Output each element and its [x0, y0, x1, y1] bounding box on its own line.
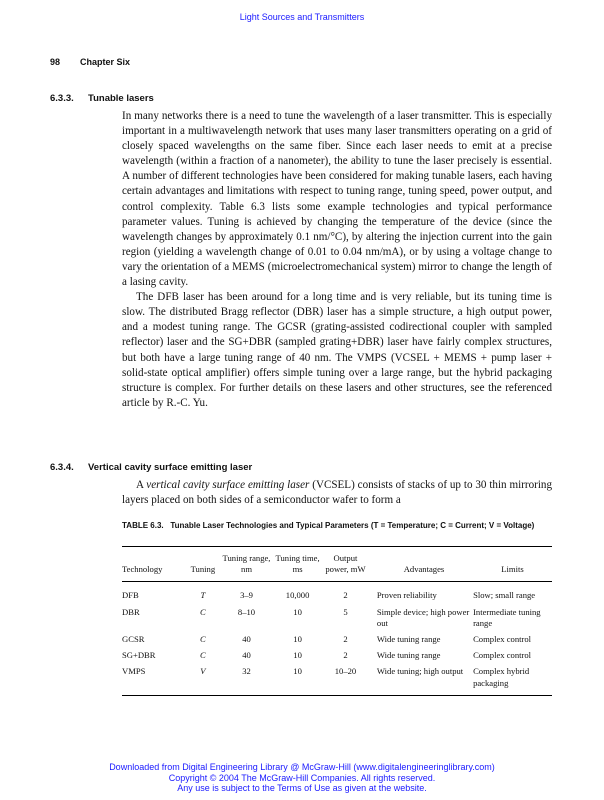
column-header: Tuning range, nm — [220, 547, 273, 582]
table-cell: GCSR — [122, 634, 145, 645]
defined-term: vertical cavity surface emitting laser — [146, 479, 310, 491]
table-cell: 2 — [343, 650, 348, 661]
section-number: 6.3.4. — [50, 462, 74, 473]
table-cell: SG+DBR — [122, 650, 156, 661]
table-cell: 8–10 — [237, 606, 256, 617]
column-header: Advantages — [369, 547, 471, 582]
download-footer[interactable] — [0, 762, 604, 794]
section-number: 6.3.3. — [50, 93, 74, 104]
running-head[interactable]: Light Sources and Transmitters — [239, 12, 365, 22]
paragraph: The DFB laser has been around for a long time and is very reliable, but its tuning time is slow. The distributed Bragg reflector (DBR) laser has a simple structure, a high output power, and a modest tuning range. The GCSR (grating-assisted codirectional coupler with sampled reflector) laser and the SG+DBR (sampled grating+DBR) laser have fairly complex structures, but both have a large tuning range of 40 nm. The VMPS (VCSEL + MEMS + pump laser + solid-state optical amplifier) offers simple tuning over a large range, but the hybrid packaging structure is complex. For further details on these lasers and other structures, see the referenced article by R.-C. Yu. — [122, 291, 552, 409]
column-header: Tuning time, ms — [273, 547, 322, 582]
section-heading-6-3-3 — [50, 93, 154, 104]
table-cell: 32 — [220, 666, 273, 695]
footer-line[interactable]: Downloaded from Digital Engineering Library @ McGraw-Hill (www.digitalengineeringlibrary.com) — [109, 762, 495, 772]
table-cell: 10 — [293, 606, 302, 617]
table-cell: 40 — [242, 634, 251, 645]
table-cell: 10–20 — [322, 666, 369, 695]
table-cell: Simple device; high power out — [376, 606, 470, 628]
table-cell: Wide tuning range — [376, 650, 441, 661]
table-cell: 2 — [343, 590, 348, 601]
table-cell: C — [200, 606, 206, 617]
section-title: Vertical cavity surface emitting laser — [88, 462, 253, 473]
table-cell: DBR — [122, 606, 140, 617]
table-cell: Wide tuning; high output — [369, 666, 471, 695]
table-row — [122, 634, 552, 650]
table-cell: 10,000 — [285, 590, 310, 601]
table-row — [122, 666, 552, 695]
table-cell: Complex control — [473, 650, 532, 661]
table-cell: 2 — [343, 634, 348, 645]
table-cell: T — [200, 590, 206, 601]
chapter-title: Chapter Six — [80, 57, 131, 67]
table-cell: C — [200, 634, 206, 645]
table-cell: 10 — [293, 650, 302, 661]
table-cell: Complex hybrid packaging — [471, 666, 552, 695]
section-heading-6-3-4 — [50, 462, 252, 473]
table-row — [122, 650, 552, 666]
section-title: Tunable lasers — [88, 93, 154, 104]
table-caption — [122, 520, 562, 531]
table-cell: 10 — [293, 634, 302, 645]
paragraph-text: (VCSEL) consists of stacks of up to 30 thin mirroring layers placed on both sides of a semiconductor wafer to form a — [122, 479, 552, 507]
paragraph: In many networks there is a need to tune the wavelength of a laser transmitter. This is especially important in a multiwavelength network that uses many laser transmitters operating on a grid of closely spaced wavelengths on the same fiber. Since each laser needs to emit at a precise wavelength (within a fraction of a nanometer), the ability to tune the laser precisely is essential. A number of different technologies have been considered for making tunable lasers, each having certain advantages and limitations with respect to tuning range, tuning speed, power output, and control complexity. Table 6.3 lists some example technologies and typical performance parameter values. Tuning is achieved by changing the temperature of the device (since the wavelength changes by approximately 0.1 nm/°C), by altering the injection current into the gain region (yielding a wavelength change of 0.01 to 0.04 nm/mA), or by using a voltage change to vary the orientation of a MEMS (microelectromechanical system) mirror to change the length of a lasing cavity. — [122, 110, 552, 289]
table-cell: 40 — [242, 650, 251, 661]
table-cell: VMPS — [122, 666, 186, 695]
footer-line: Copyright © 2004 The McGraw-Hill Companies. All rights reserved. — [168, 772, 436, 783]
footer-line[interactable]: Any use is subject to the Terms of Use as given at the website. — [177, 783, 427, 794]
table-cell: Intermediate tuning range — [473, 606, 541, 628]
table-caption-label: TABLE 6.3. — [122, 521, 164, 530]
table-row — [122, 607, 552, 634]
column-header: Technology — [122, 547, 186, 582]
page-number: 98 — [50, 57, 61, 67]
table-cell: 10 — [273, 666, 322, 695]
table-cell: DFB — [122, 590, 139, 601]
table-cell: 5 — [343, 606, 348, 617]
table-caption-text: Tunable Laser Technologies and Typical Parameters (T = Temperature; C = Current; V = Voltage) — [170, 521, 535, 530]
column-header: Tuning — [186, 547, 220, 582]
table-cell: V — [186, 666, 220, 695]
column-header: Output power, mW — [322, 547, 369, 582]
column-header: Limits — [471, 547, 552, 582]
paragraph-text: A — [136, 479, 147, 491]
table-header-row — [122, 547, 552, 582]
table-cell: Complex control — [473, 634, 532, 645]
table-cell: C — [200, 650, 206, 661]
tunable-laser-table — [122, 546, 552, 696]
table-cell: 3–9 — [240, 590, 253, 601]
table-cell: Proven reliability — [376, 590, 437, 601]
table-cell: Wide tuning range — [376, 634, 441, 645]
table-cell: Slow; small range — [473, 590, 536, 601]
paragraph — [122, 478, 552, 508]
section-body-6-3-4 — [122, 478, 552, 508]
section-body-6-3-3 — [122, 109, 552, 411]
table-row — [122, 582, 552, 607]
